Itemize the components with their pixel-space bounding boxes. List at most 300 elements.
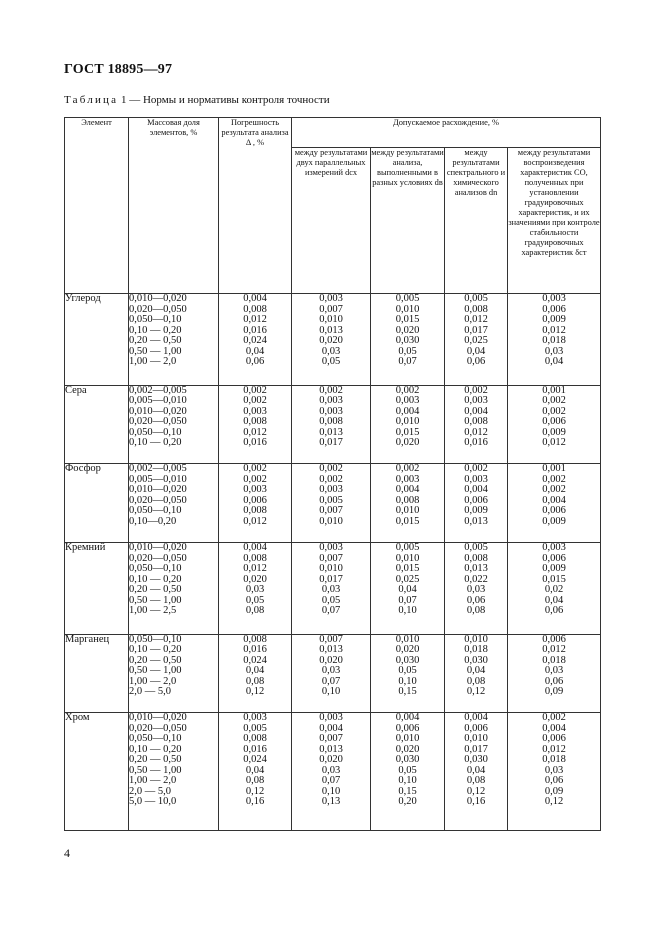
value-line: 0,06 [245,356,265,367]
value-line: 5,0 — 10,0 [129,796,177,808]
value-line: 0,002 [243,384,267,396]
value-line: 0,010 [319,515,343,527]
value-line: 1,00 — 2,0 [129,356,177,367]
value-line: 0,08 [466,675,486,687]
value-line: 0,008 [243,552,267,564]
value-line: 0,50 — 1,00 [129,665,182,677]
value-line: 0,008 [243,416,267,428]
value-line: 0,004 [243,542,267,554]
value-line: 0,002 [542,712,566,724]
reference-divergence-cell [508,464,601,543]
value-line: 0,10 — 0,20 [129,573,182,585]
value-line: 0,010 [319,314,343,325]
value-line: 0,030 [395,754,420,766]
value-line: 0,050—0,10 [129,633,182,645]
value-line: 0,009 [542,426,566,438]
value-line: 0,20 — 0,50 [129,654,182,666]
spectral-divergence-cell [445,385,508,464]
value-line: 0,10 [398,675,417,687]
value-line: 0,009 [542,314,566,325]
value-line: 1,00 — 2,5 [129,605,177,617]
value-line: 0,003 [243,484,267,496]
value-line: 0,016 [243,743,267,755]
value-line: 0,013 [319,426,343,438]
value-line: 0,09 [544,686,564,698]
value-line: 0,004 [395,712,420,724]
value-line: 0,005 [395,293,420,304]
mass-fraction-cell [129,294,219,386]
value-line: 0,04 [466,665,486,677]
value-line: 0,03 [321,764,341,776]
value-line: 0,10 — 0,20 [129,644,182,656]
value-line: 0,002 [243,473,267,485]
value-line: 0,007 [319,552,343,564]
value-line: 0,010—0,020 [129,484,187,496]
value-line: 0,007 [319,633,343,645]
value-line: 0,06 [466,594,486,606]
value-line: 0,010—0,020 [129,712,187,724]
value-line: 0,003 [243,712,267,724]
value-line: 0,03 [466,584,486,596]
value-line: 0,10 — 0,20 [129,437,182,449]
value-line: 0,012 [243,314,267,325]
value-line: 0,16 [466,796,486,808]
value-line: 0,05 [398,665,417,677]
header-allowed-divergence: Допускаемое расхождение, % [292,118,601,148]
spectral-divergence-cell [445,713,508,831]
analysis-error-cell [219,385,292,464]
value-line: 0,005 [464,542,488,554]
value-line: 0,004 [395,484,420,496]
value-line: 0,006 [243,494,267,506]
value-line: 0,07 [321,775,341,787]
value-line: 0,008 [464,416,488,428]
value-line: 0,05 [321,594,341,606]
table-caption-number: 1 [120,94,127,106]
value-line: 0,050—0,10 [129,426,182,438]
value-line: 0,06 [544,605,564,617]
value-line: 0,10 [398,775,417,787]
value-line: 0,002—0,005 [129,463,187,475]
value-line: 0,020 [319,754,343,766]
mass-fraction-cell [129,634,219,713]
value-line: 0,12 [245,686,265,698]
value-line: 0,013 [319,743,343,755]
parallel-divergence-cell [292,294,371,386]
value-line: 0,020—0,050 [129,722,187,734]
value-line: 0,006 [542,733,566,745]
value-line: 0,012 [243,563,267,575]
value-line: 0,010 [395,303,420,315]
value-line: 0,15 [398,785,417,797]
value-line: 0,12 [245,785,265,797]
value-line: 0,024 [243,654,267,666]
value-line: 0,016 [243,324,267,336]
mass-fraction-cell [129,385,219,464]
value-line: 0,008 [464,552,488,564]
value-line: 0,04 [245,764,265,776]
analysis-error-cell [219,464,292,543]
value-line: 0,003 [319,395,343,407]
value-line: 0,003 [542,293,566,304]
value-line: 0,002 [464,463,488,475]
value-line: 0,003 [464,395,488,407]
value-line: 0,04 [544,594,564,606]
table-body [65,294,601,831]
value-line: 0,010 [395,552,420,564]
value-line: 0,003 [395,473,420,485]
value-line: 0,002 [319,384,343,396]
conditions-divergence-cell [371,713,445,831]
parallel-divergence-cell [292,713,371,831]
value-line: 0,003 [319,293,343,304]
value-line: 0,004 [542,494,566,506]
value-line: 0,008 [243,733,267,745]
analysis-error-cell [219,634,292,713]
value-line: 0,03 [321,345,341,357]
value-line: 0,020 [395,324,420,336]
value-line: 0,050—0,10 [129,563,182,575]
value-line: 0,030 [464,754,488,766]
value-line: 0,030 [464,654,488,666]
value-line: 0,020—0,050 [129,494,187,506]
value-line: 0,002 [542,484,566,496]
value-line: 0,004 [464,712,488,724]
value-line: 0,013 [464,515,488,527]
value-line: 0,006 [542,303,566,315]
conditions-divergence-cell [371,634,445,713]
value-line: 0,003 [542,542,566,554]
value-line: 0,07 [398,356,417,367]
value-line: 0,020 [395,644,420,656]
value-line: 0,003 [319,484,343,496]
value-line: 0,004 [464,405,488,417]
reference-divergence-cell [508,543,601,635]
value-line: 0,06 [466,356,486,367]
value-line: 0,08 [245,675,265,687]
value-line: 0,010 [395,416,420,428]
value-line: 1,00 — 2,0 [129,775,177,787]
value-line: 0,008 [243,633,267,645]
conditions-divergence-cell [371,294,445,386]
value-line: 0,020 [243,573,267,585]
value-line: 0,015 [395,563,420,575]
value-line: 0,04 [544,356,564,367]
accuracy-norms-table [64,117,601,831]
value-line: 0,022 [464,573,488,585]
value-line: 0,020—0,050 [129,552,187,564]
value-line: 0,001 [542,463,566,475]
value-line: 0,017 [464,743,488,755]
value-line: 2,0 — 5,0 [129,686,171,698]
element-name-cell: Марганец [65,634,129,713]
value-line: 0,008 [395,494,420,506]
analysis-error-cell [219,543,292,635]
value-line: 0,010 [464,633,488,645]
value-line: 0,05 [321,356,341,367]
value-line: 0,006 [395,722,420,734]
value-line: 0,04 [245,345,265,357]
analysis-error-cell [219,294,292,386]
value-line: 0,04 [245,665,265,677]
table-row [65,385,601,464]
value-line: 0,06 [544,775,564,787]
value-line: 0,05 [245,594,265,606]
value-line: 0,002 [243,463,267,475]
value-line: 0,010 [319,563,343,575]
value-line: 0,010—0,020 [129,405,187,417]
header-element: Элемент [65,118,129,294]
value-line: 0,010 [395,505,420,517]
header-different-conditions: между результатами анализа, выполненными в разных условиях dв [371,148,445,294]
value-line: 0,009 [542,563,566,575]
value-line: 0,002 [464,384,488,396]
value-line: 0,012 [243,515,267,527]
value-line: 0,03 [544,345,564,357]
value-line: 0,016 [243,437,267,449]
page-number: 4 [64,846,70,860]
header-parallel-measurements: между результатами двух параллельных измерений dсх [292,148,371,294]
value-line: 0,10 [321,785,341,797]
value-line: 0,006 [464,722,488,734]
value-line: 0,009 [542,515,566,527]
value-line: 0,10 — 0,20 [129,743,182,755]
value-line: 0,002 [395,384,420,396]
value-line: 0,003 [319,542,343,554]
value-line: 0,002 [395,463,420,475]
value-line: 0,003 [464,473,488,485]
value-line: 0,06 [544,675,564,687]
value-line: 0,002—0,005 [129,384,187,396]
mass-fraction-cell [129,543,219,635]
value-line: 0,003 [319,712,343,724]
value-line: 0,04 [466,345,486,357]
value-line: 0,025 [464,335,488,346]
table-row [65,713,601,831]
value-line: 0,07 [321,675,341,687]
value-line: 0,020 [319,335,343,346]
value-line: 0,010—0,020 [129,293,187,304]
value-line: 0,04 [398,584,417,596]
value-line: 0,004 [464,484,488,496]
value-line: 0,007 [319,505,343,517]
value-line: 0,50 — 1,00 [129,345,182,357]
value-line: 0,03 [544,665,564,677]
element-name-cell: Хром [65,713,129,831]
value-line: 0,08 [466,605,486,617]
value-line: 0,012 [542,644,566,656]
value-line: 0,020 [395,437,420,449]
value-line: 0,012 [464,426,488,438]
value-line: 0,002 [319,463,343,475]
value-line: 0,04 [466,764,486,776]
value-line: 0,013 [319,644,343,656]
value-line: 0,003 [395,395,420,407]
value-line: 0,15 [398,686,417,698]
value-line: 2,0 — 5,0 [129,785,171,797]
parallel-divergence-cell [292,543,371,635]
element-name-cell: Углерод [65,294,129,386]
value-line: 0,006 [464,494,488,506]
value-line: 0,20 [398,796,417,808]
value-line: 0,003 [319,405,343,417]
element-name-cell: Фосфор [65,464,129,543]
conditions-divergence-cell [371,464,445,543]
value-line: 0,005 [243,722,267,734]
value-line: 0,006 [542,552,566,564]
value-line: 0,10—0,20 [129,515,177,527]
value-line: 0,008 [243,303,267,315]
value-line: 0,030 [395,335,420,346]
table-row [65,464,601,543]
value-line: 0,03 [245,584,265,596]
table-caption [64,94,330,106]
value-line: 0,012 [243,426,267,438]
value-line: 0,024 [243,335,267,346]
value-line: 0,010 [395,633,420,645]
reference-divergence-cell [508,634,601,713]
spectral-divergence-cell [445,294,508,386]
value-line: 0,017 [319,573,343,585]
value-line: 0,008 [319,416,343,428]
value-line: 0,010—0,020 [129,542,187,554]
value-line: 0,024 [243,754,267,766]
value-line: 0,004 [243,293,267,304]
value-line: 0,007 [319,303,343,315]
value-line: 0,050—0,10 [129,505,182,517]
value-line: 0,008 [464,303,488,315]
analysis-error-cell [219,713,292,831]
spectral-divergence-cell [445,543,508,635]
value-line: 0,08 [245,605,265,617]
value-line: 0,007 [319,733,343,745]
value-line: 0,018 [542,335,566,346]
value-line: 0,008 [243,505,267,517]
value-line: 0,020—0,050 [129,416,187,428]
value-line: 0,08 [466,775,486,787]
table-caption-prefix: Таблица [64,94,119,106]
value-line: 0,025 [395,573,420,585]
value-line: 0,20 — 0,50 [129,584,182,596]
spectral-divergence-cell [445,464,508,543]
spectral-divergence-cell [445,634,508,713]
table-caption-title: — Нормы и нормативы контроля точности [126,94,330,106]
value-line: 0,09 [544,785,564,797]
value-line: 0,002 [319,473,343,485]
element-name-cell: Сера [65,385,129,464]
value-line: 0,05 [398,764,417,776]
element-name-cell: Кремний [65,543,129,635]
value-line: 0,07 [398,594,417,606]
value-line: 0,003 [243,405,267,417]
value-line: 0,005 [319,494,343,506]
value-line: 0,015 [542,573,566,585]
table-row [65,294,601,386]
header-reference-material: между результатами воспроизведения характеристик СО, полученных при установлении градуировочных характеристик, и их значениями при контроле стабильности градуировочных характеристик δст [508,148,601,294]
header-spectral-chemical: между результатами спектрального и химического анализов dn [445,148,508,294]
value-line: 0,07 [321,605,341,617]
value-line: 0,05 [398,345,417,357]
value-line: 0,10 [321,686,341,698]
value-line: 0,50 — 1,00 [129,764,182,776]
value-line: 0,006 [542,416,566,428]
value-line: 0,08 [245,775,265,787]
value-line: 0,050—0,10 [129,314,182,325]
value-line: 0,12 [466,785,486,797]
parallel-divergence-cell [292,385,371,464]
mass-fraction-cell [129,713,219,831]
value-line: 0,005—0,010 [129,473,187,485]
value-line: 0,03 [321,584,341,596]
value-line: 0,015 [395,314,420,325]
value-line: 0,017 [464,324,488,336]
value-line: 0,012 [542,324,566,336]
value-line: 0,005 [395,542,420,554]
value-line: 0,005 [464,293,488,304]
table-row [65,543,601,635]
value-line: 0,001 [542,384,566,396]
value-line: 0,005—0,010 [129,395,187,407]
value-line: 0,20 — 0,50 [129,754,182,766]
reference-divergence-cell [508,385,601,464]
value-line: 0,006 [542,505,566,517]
value-line: 0,002 [243,395,267,407]
header-mass-fraction: Массовая доля элементов, % [129,118,219,294]
value-line: 0,009 [464,505,488,517]
value-line: 0,013 [319,324,343,336]
value-line: 0,017 [319,437,343,449]
parallel-divergence-cell [292,464,371,543]
value-line: 0,012 [542,743,566,755]
value-line: 0,004 [395,405,420,417]
value-line: 0,012 [542,437,566,449]
value-line: 0,020—0,050 [129,303,187,315]
value-line: 0,16 [245,796,265,808]
value-line: 0,020 [395,743,420,755]
value-line: 0,10 — 0,20 [129,324,182,336]
value-line: 0,016 [243,644,267,656]
value-line: 0,012 [464,314,488,325]
parallel-divergence-cell [292,634,371,713]
value-line: 0,016 [464,437,488,449]
value-line: 0,050—0,10 [129,733,182,745]
table-row [65,634,601,713]
value-line: 0,002 [542,395,566,407]
value-line: 0,010 [395,733,420,745]
value-line: 0,004 [319,722,343,734]
reference-divergence-cell [508,294,601,386]
conditions-divergence-cell [371,543,445,635]
value-line: 0,018 [464,644,488,656]
value-line: 0,02 [544,584,564,596]
value-line: 0,013 [464,563,488,575]
value-line: 0,015 [395,426,420,438]
value-line: 0,20 — 0,50 [129,335,182,346]
value-line: 0,015 [395,515,420,527]
value-line: 0,030 [395,654,420,666]
value-line: 0,010 [464,733,488,745]
value-line: 1,00 — 2,0 [129,675,177,687]
value-line: 0,03 [321,665,341,677]
value-line: 0,12 [544,796,564,808]
mass-fraction-cell [129,464,219,543]
value-line: 0,002 [542,473,566,485]
value-line: 0,12 [466,686,486,698]
value-line: 0,03 [544,764,564,776]
value-line: 0,10 [398,605,417,617]
value-line: 0,004 [542,722,566,734]
value-line: 0,13 [321,796,341,808]
